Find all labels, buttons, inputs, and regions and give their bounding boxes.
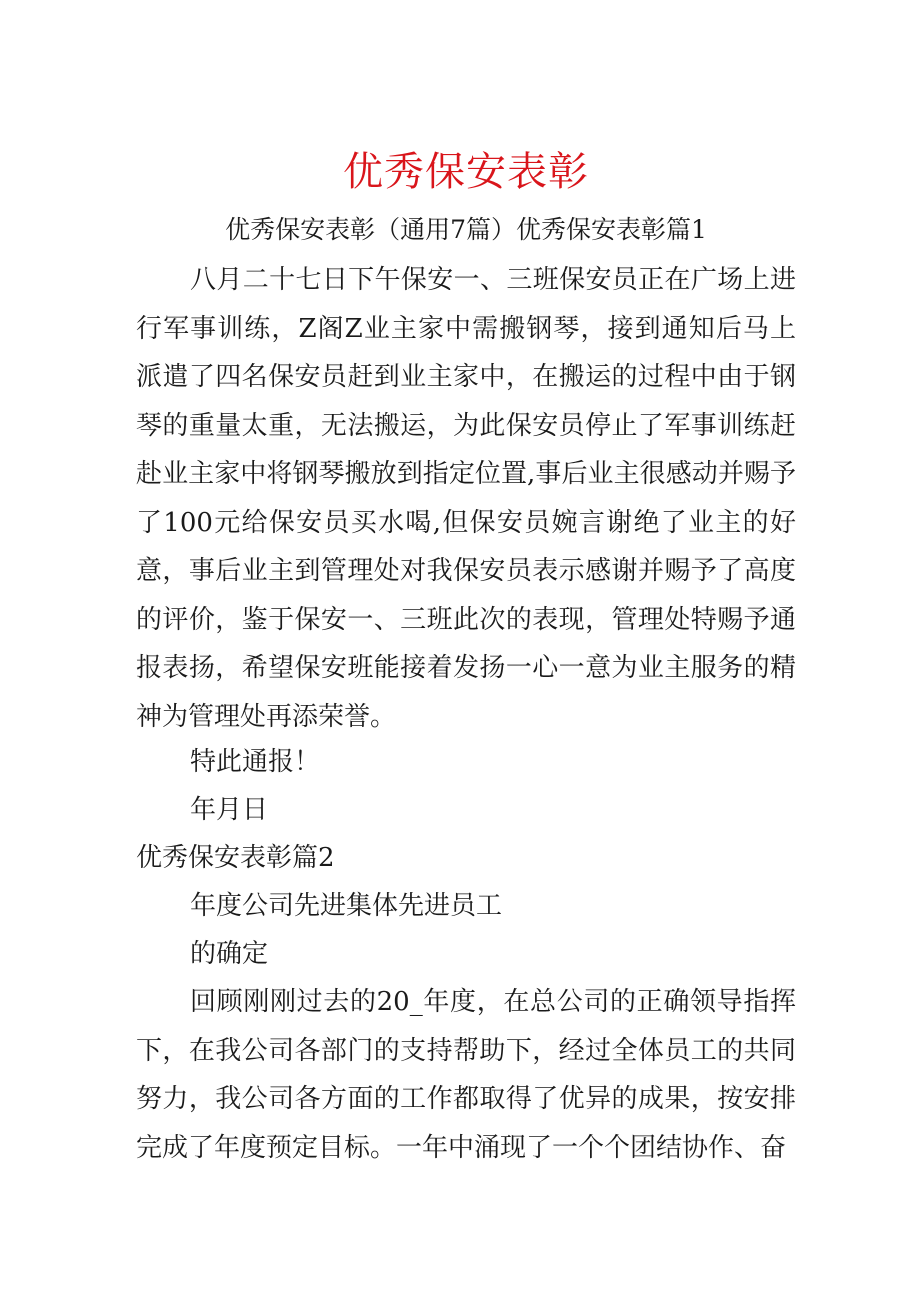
date-line: 年月日 bbox=[190, 795, 269, 825]
paragraph-review: 回顾刚刚过去的20_年度，在总公司的正确领导指挥下，在我公司各部门的支持帮助下，经过全体员工的共同努力，我公司各方面的工作都取得了优异的成果，按安排完成了年度预定目标。一年中涌现了一个个团结协作、奋 bbox=[136, 987, 796, 1163]
award-line: 年度公司先进集体先进员工 bbox=[190, 891, 503, 921]
paragraph-commendation-1: 八月二十七日下午保安一、三班保安员正在广场上进行军事训练，Z阁Z业主家中需搬钢琴，接到通知后马上派遣了四名保安员赶到业主家中，在搬运的过程中由于钢琴的重量太重，无法搬运，为此保安员停止了军事训练赶赴业主家中将钢琴搬放到指定位置,事后业主很感动并赐予了100元给保安员买水喝,但保安员婉言谢绝了业主的好意，事后业主到管理处对我保安员表示感谢并赐予了高度的评价，鉴于保安一、三班此次的表现，管理处特赐予通报表扬，希望保安班能接着发扬一心一意为业主服务的精神为管理处再添荣誉。 bbox=[136, 265, 796, 732]
document-subtitle: 优秀保安表彰（通用7篇）优秀保安表彰篇1 bbox=[225, 215, 707, 244]
document-title: 优秀保安表彰 bbox=[343, 149, 589, 195]
section-heading-2: 优秀保安表彰篇2 bbox=[136, 843, 335, 873]
award-line-2: 的确定 bbox=[190, 939, 269, 969]
notice-line: 特此通报！ bbox=[190, 747, 321, 777]
